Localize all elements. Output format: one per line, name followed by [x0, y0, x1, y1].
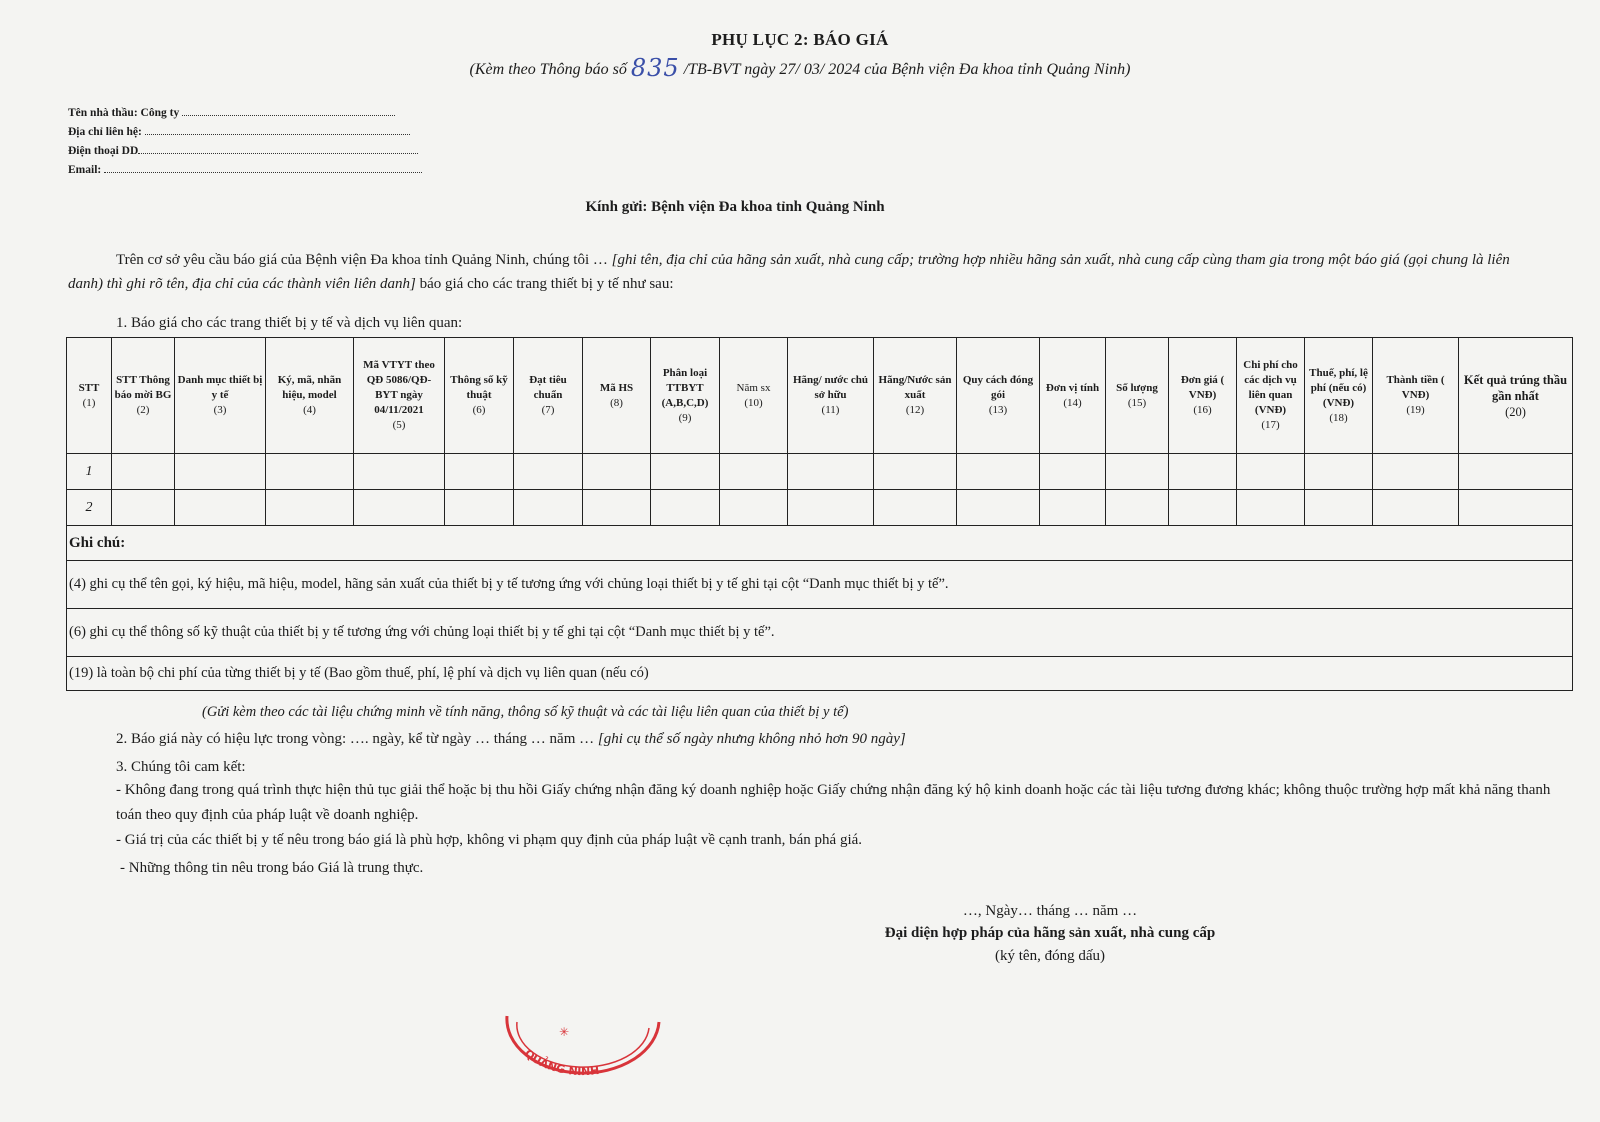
svg-text:✳: ✳ [559, 1025, 570, 1039]
subtitle-suffix: /TB-BVT ngày 27/ 03/ 2024 của Bệnh viện Đa khoa tỉnh Quảng Ninh) [679, 61, 1131, 78]
header-cell: Ký, mã, nhãn hiệu, model (4) [266, 338, 354, 454]
header-cell: Đạt tiêu chuẩn (7) [514, 338, 583, 454]
section-1-heading: 1. Báo giá cho các trang thiết bị y tế và dịch vụ liên quan: [116, 315, 463, 331]
row-number: 1 [67, 454, 112, 490]
svg-text:QUẢNG NINH [522, 1047, 600, 1078]
header-cell: Hãng/Nước sản xuất (12) [874, 338, 957, 454]
signature-title: Đại diện hợp pháp của hãng sản xuất, nhà cung cấp [884, 925, 1216, 941]
note-row [67, 657, 1573, 691]
header-cell: Mã HS (8) [583, 338, 651, 454]
table-row [67, 490, 1573, 526]
attachment-note: (Gửi kèm theo các tài liệu chứng minh về tính năng, thông số kỹ thuật và các tài liệu liên quan của thiết bị y tế) [202, 704, 849, 720]
commitment-item: - Những thông tin nêu trong báo Giá là trung thực. [120, 860, 424, 876]
header-cell: Năm sx (10) [720, 338, 788, 454]
header-cell: Thuế, phí, lệ phí (nếu có) (VNĐ) (18) [1305, 338, 1373, 454]
header-cell: Chi phí cho các dịch vụ liên quan (VNĐ) (17) [1237, 338, 1305, 454]
contractor-name-field: Tên nhà thầu: Công ty [68, 106, 395, 119]
validity-line: 2. Báo giá này có hiệu lực trong vòng: …. ngày, kể từ ngày … tháng … năm … [ghi cụ thể số ngày nhưng không nhỏ hơn 90 ngày] [116, 731, 906, 747]
document-subtitle [0, 52, 1600, 80]
row-number: 2 [67, 490, 112, 526]
note-item: (19) là toàn bộ chi phí của từng thiết bị y tế (Bao gồm thuế, phí, lệ phí và dịch vụ liên quan (nếu có) [67, 657, 1573, 691]
note-row [67, 609, 1573, 657]
header-cell: STT Thông báo mời BG (2) [112, 338, 175, 454]
intro-paragraph: Trên cơ sở yêu cầu báo giá của Bệnh viện Đa khoa tỉnh Quảng Ninh, chúng tôi … [ghi tên, địa chỉ của hãng sản xuất, nhà cung cấp; trường hợp nhiều hãng sản xuất, nhà cung cấp cùng tham gia trong một báo giá (gọi chung là liên danh) thì ghi rõ tên, địa chỉ của các thành viên liên danh] báo giá cho các trang thiết bị y tế như sau: [68, 252, 1510, 292]
note-item: (6) ghi cụ thể thông số kỹ thuật của thiết bị y tế tương ứng với chủng loại thiết bị y tế ghi tại cột “Danh mục thiết bị y tế”. [67, 609, 1573, 657]
header-cell: Kết quả trúng thầu gần nhất (20) [1459, 338, 1573, 454]
header-cell: Phân loại TTBYT (A,B,C,D) (9) [651, 338, 720, 454]
commitment-item: - Không đang trong quá trình thực hiện thủ tục giải thể hoặc bị thu hồi Giấy chứng nhận đăng ký doanh nghiệp hoặc Giấy chứng nhận đăng ký hộ kinh doanh hoặc các tài liệu tương đương khác; không thuộc trường hợp mất khả năng thanh toán theo quy định của pháp luật về doanh nghiệp. [116, 782, 1551, 823]
quotation-table [66, 337, 1573, 691]
commitment-item: - Giá trị của các thiết bị y tế nêu trong báo giá là phù hợp, không vi phạm quy định của pháp luật về cạnh tranh, bán phá giá. [116, 832, 863, 848]
header-cell: Danh mục thiết bị y tế (3) [175, 338, 266, 454]
header-cell: Số lượng (15) [1106, 338, 1169, 454]
contact-address-field: Địa chỉ liên hệ: [68, 125, 410, 138]
note-row [67, 561, 1573, 609]
notes-heading: Ghi chú: [67, 526, 1573, 561]
header-cell: Mã VTYT theo QĐ 5086/QĐ-BYT ngày 04/11/2021 (5) [354, 338, 445, 454]
table-header-row [67, 338, 1573, 454]
handwritten-notice-number: 835 [630, 54, 680, 82]
header-cell: Quy cách đóng gói (13) [957, 338, 1040, 454]
stamp-text: QUẢNG NINH [521, 1046, 600, 1079]
notes-heading-row [67, 526, 1573, 561]
signature-date: …, Ngày… tháng … năm … [962, 903, 1138, 919]
note-item: (4) ghi cụ thể tên gọi, ký hiệu, mã hiệu, model, hãng sản xuất của thiết bị y tế tương ứng với chủng loại thiết bị y tế ghi tại cột “Danh mục thiết bị y tế”. [67, 561, 1573, 609]
header-cell: Thông số kỹ thuật (6) [445, 338, 514, 454]
header-cell: Thành tiền ( VNĐ) (19) [1373, 338, 1459, 454]
header-cell: STT (1) [67, 338, 112, 454]
commitment-heading: 3. Chúng tôi cam kết: [116, 759, 246, 775]
header-cell: Hãng/ nước chủ sở hữu (11) [788, 338, 874, 454]
document-title: PHỤ LỤC 2: BÁO GIÁ [711, 30, 889, 49]
phone-field: Điện thoại DD [68, 144, 418, 157]
signature-note: (ký tên, đóng dấu) [995, 948, 1105, 964]
header-cell: Đơn giá ( VNĐ) (16) [1169, 338, 1237, 454]
table-row [67, 454, 1573, 490]
subtitle-prefix: (Kèm theo Thông báo số [469, 61, 631, 78]
red-stamp-seal [503, 1012, 663, 1087]
email-field: Email: [68, 163, 422, 176]
addressee: Kính gửi: Bệnh viện Đa khoa tỉnh Quảng Ninh [585, 199, 885, 215]
header-cell: Đơn vị tính (14) [1040, 338, 1106, 454]
